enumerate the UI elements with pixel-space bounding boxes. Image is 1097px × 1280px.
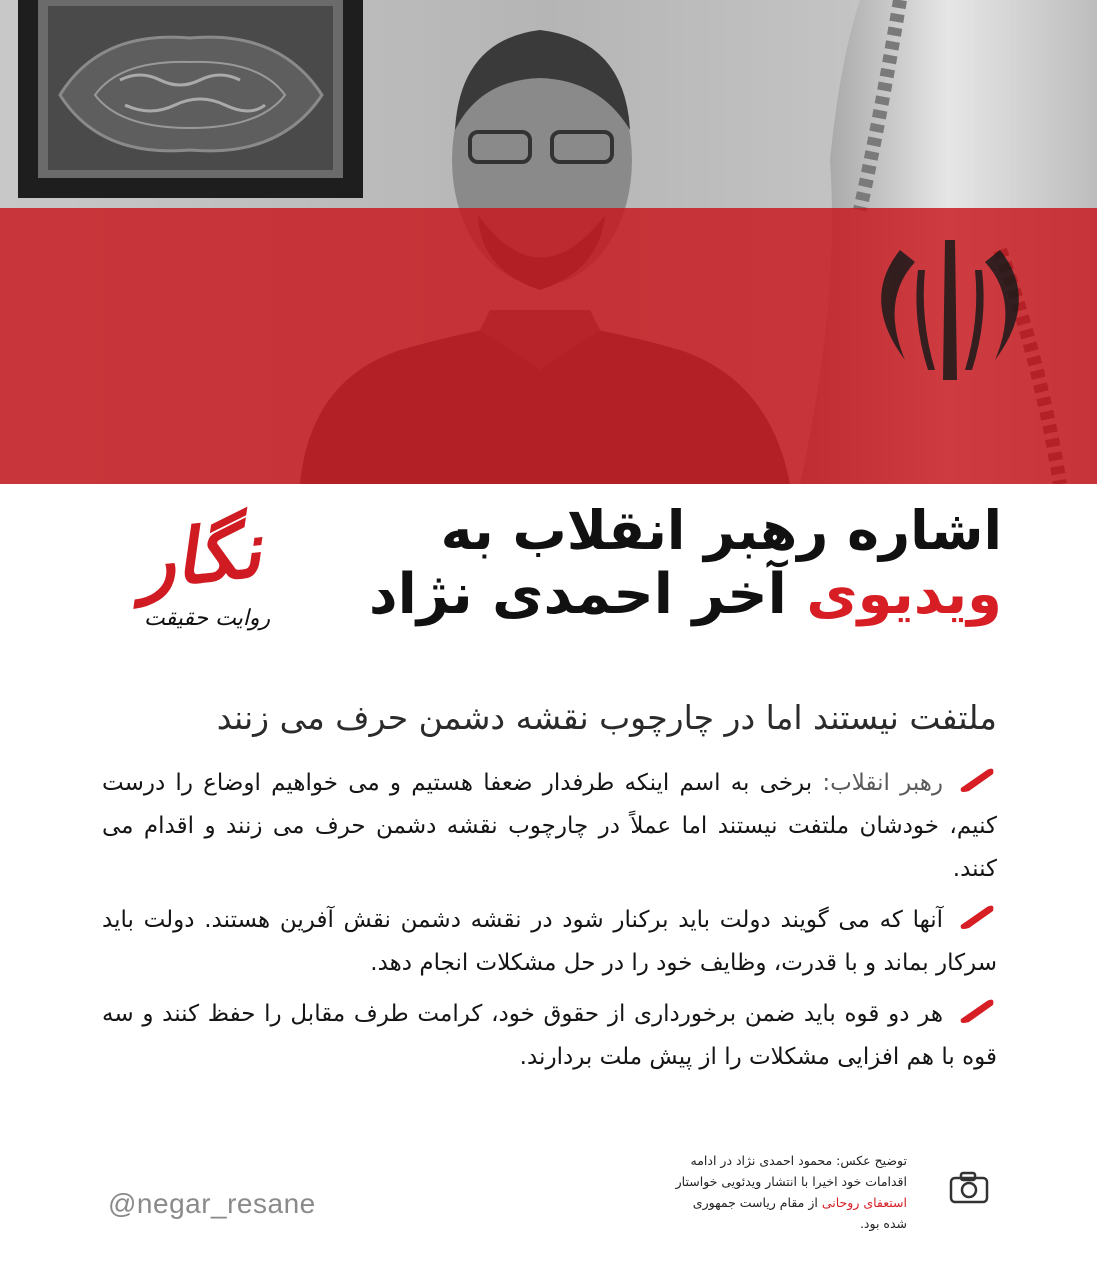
brush-mark-icon: [957, 997, 997, 1023]
photo-caption: [667, 1150, 907, 1234]
banner-photo: [0, 0, 1097, 484]
headline-line-2-rest: آخر احمدی نژاد: [368, 562, 807, 627]
headline: [282, 500, 1002, 628]
quote-body: [102, 762, 997, 1087]
quote-paragraph-1: [102, 762, 997, 891]
quote-text: آنها که می گویند دولت باید برکنار شود در نقشه دشمن نقش آفرین هستند. دولت باید سرکار بماند و با قدرت، وظایف خود را در حل مشکلات انجام دهد.: [102, 907, 997, 976]
quote-text: هر دو قوه باید ضمن برخورداری از حقوق خود، کرامت طرف مقابل را حفظ کنند و سه قوه با هم افزایی مشکلات را از پیش ملت بردارند.: [102, 1001, 997, 1070]
logo-tagline: روایت حقیقت: [144, 606, 271, 631]
brush-mark-icon: [957, 903, 997, 929]
quote-paragraph-2: [102, 899, 997, 985]
caption-highlight: استعفای روحانی: [821, 1195, 907, 1210]
negar-logo: [104, 500, 294, 660]
headline-highlight: ویدیوی: [806, 562, 1002, 627]
brush-mark-icon: [957, 766, 997, 792]
subtitle: ملتفت نیستند اما در چارچوب نقشه دشمن حرف می زنند: [216, 698, 997, 737]
quote-text: برخی به اسم اینکه طرفدار ضعفا هستیم و می خواهیم اوضاع را درست کنیم، خودشان ملتفت نیستند اما عملاً در چارچوب نقشه دشمن حرف می زنند و اقدام می کنند.: [102, 770, 997, 882]
calligraphy-frame: [18, 0, 363, 198]
headline-line-1: اشاره رهبر انقلاب به: [440, 499, 1002, 562]
caption-text: توضیح عکس: محمود احمدی نژاد در ادامه اقدامات خود اخیرا با انتشار ویدئویی خواستار: [675, 1153, 907, 1189]
quote-paragraph-3: [102, 993, 997, 1079]
photo-banner: [0, 0, 1097, 484]
logo-wordmark: نگار: [133, 504, 265, 607]
social-handle: @negar_resane: [108, 1188, 316, 1219]
quote-speaker: رهبر انقلاب:: [822, 770, 943, 796]
red-band: [0, 208, 1097, 484]
camera-icon: [949, 1170, 989, 1204]
caption-text-end: از مقام ریاست جمهوری شده بود.: [692, 1195, 907, 1231]
headline-line-2: [282, 562, 1002, 628]
